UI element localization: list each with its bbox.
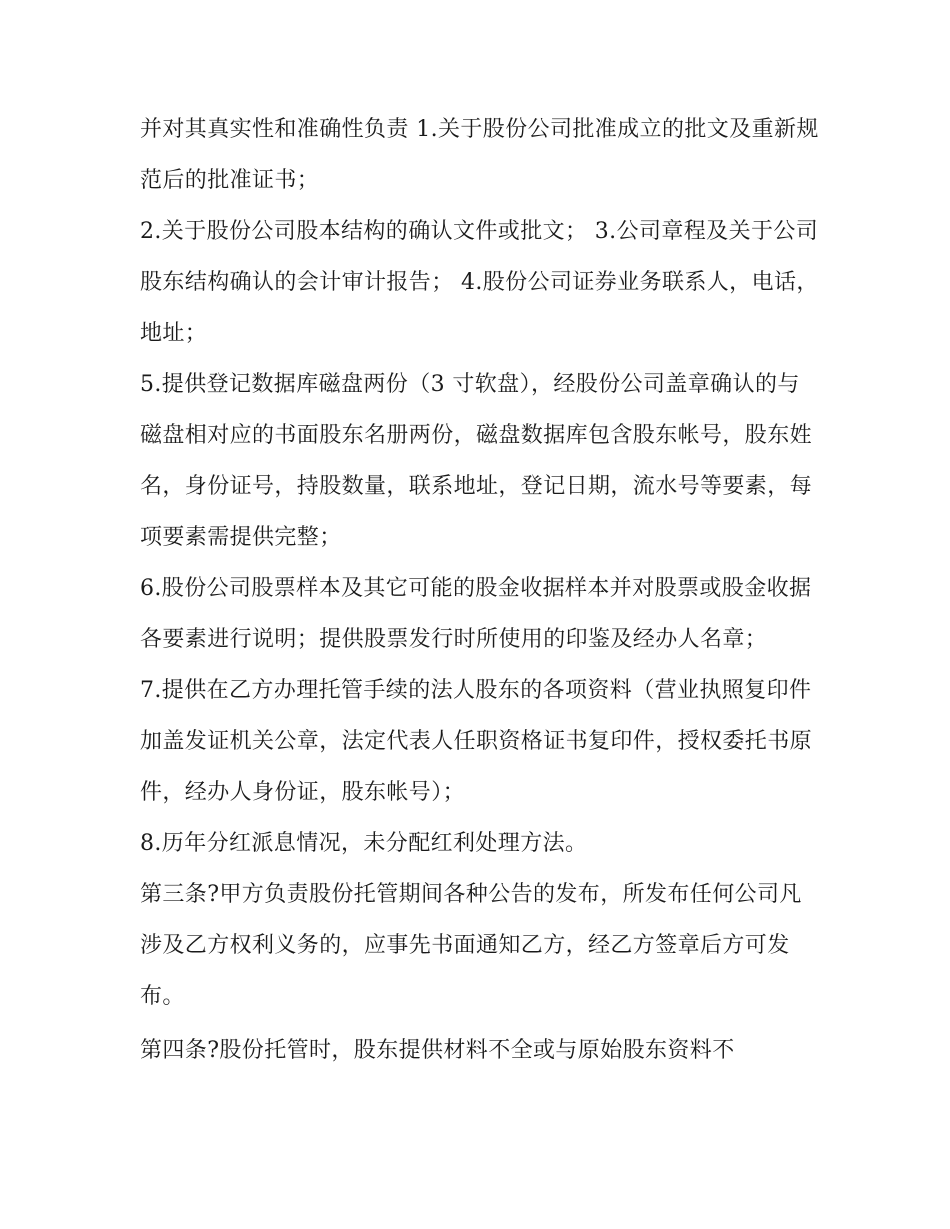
document-body — [140, 104, 820, 1076]
paragraph-8: 第四条?股份托管时，股东提供材料不全或与原始股东资料不 — [140, 1038, 735, 1063]
paragraph-7: 第三条?甲方负责股份托管期间各种公告的发布，所发布任何公司凡涉及乙方权利义务的，应事先书面通知乙方，经乙方签章后方可发布。 — [140, 882, 802, 1009]
paragraph-6: 8.历年分红派息情况，未分配红利处理方法。 — [140, 831, 588, 856]
paragraph-2: 2.关于股份公司股本结构的确认文件或批文； 3.公司章程及关于公司股东结构确认的会计审计报告； 4.股份公司证券业务联系人，电话，地址； — [140, 219, 819, 346]
paragraph-4: 6.股份公司股票样本及其它可能的股金收据样本并对股票或股金收据各要素进行说明；提供股票发行时所使用的印鉴及经办人名章； — [140, 576, 812, 652]
paragraph-3: 5.提供登记数据库磁盘两份（3 寸软盘），经股份公司盖章确认的与磁盘相对应的书面股东名册两份，磁盘数据库包含股东帐号，股东姓名，身份证号，持股数量，联系地址，登记日期，流水号等要素，每项要素需提供完整； — [140, 372, 813, 550]
paragraph-5: 7.提供在乙方办理托管手续的法人股东的各项资料（营业执照复印件加盖发证机关公章，法定代表人任职资格证书复印件，授权委托书原件，经办人身份证，股东帐号）； — [140, 678, 813, 805]
paragraph-1: 并对其真实性和准确性负责 1.关于股份公司批准成立的批文及重新规范后的批准证书； — [140, 117, 819, 193]
